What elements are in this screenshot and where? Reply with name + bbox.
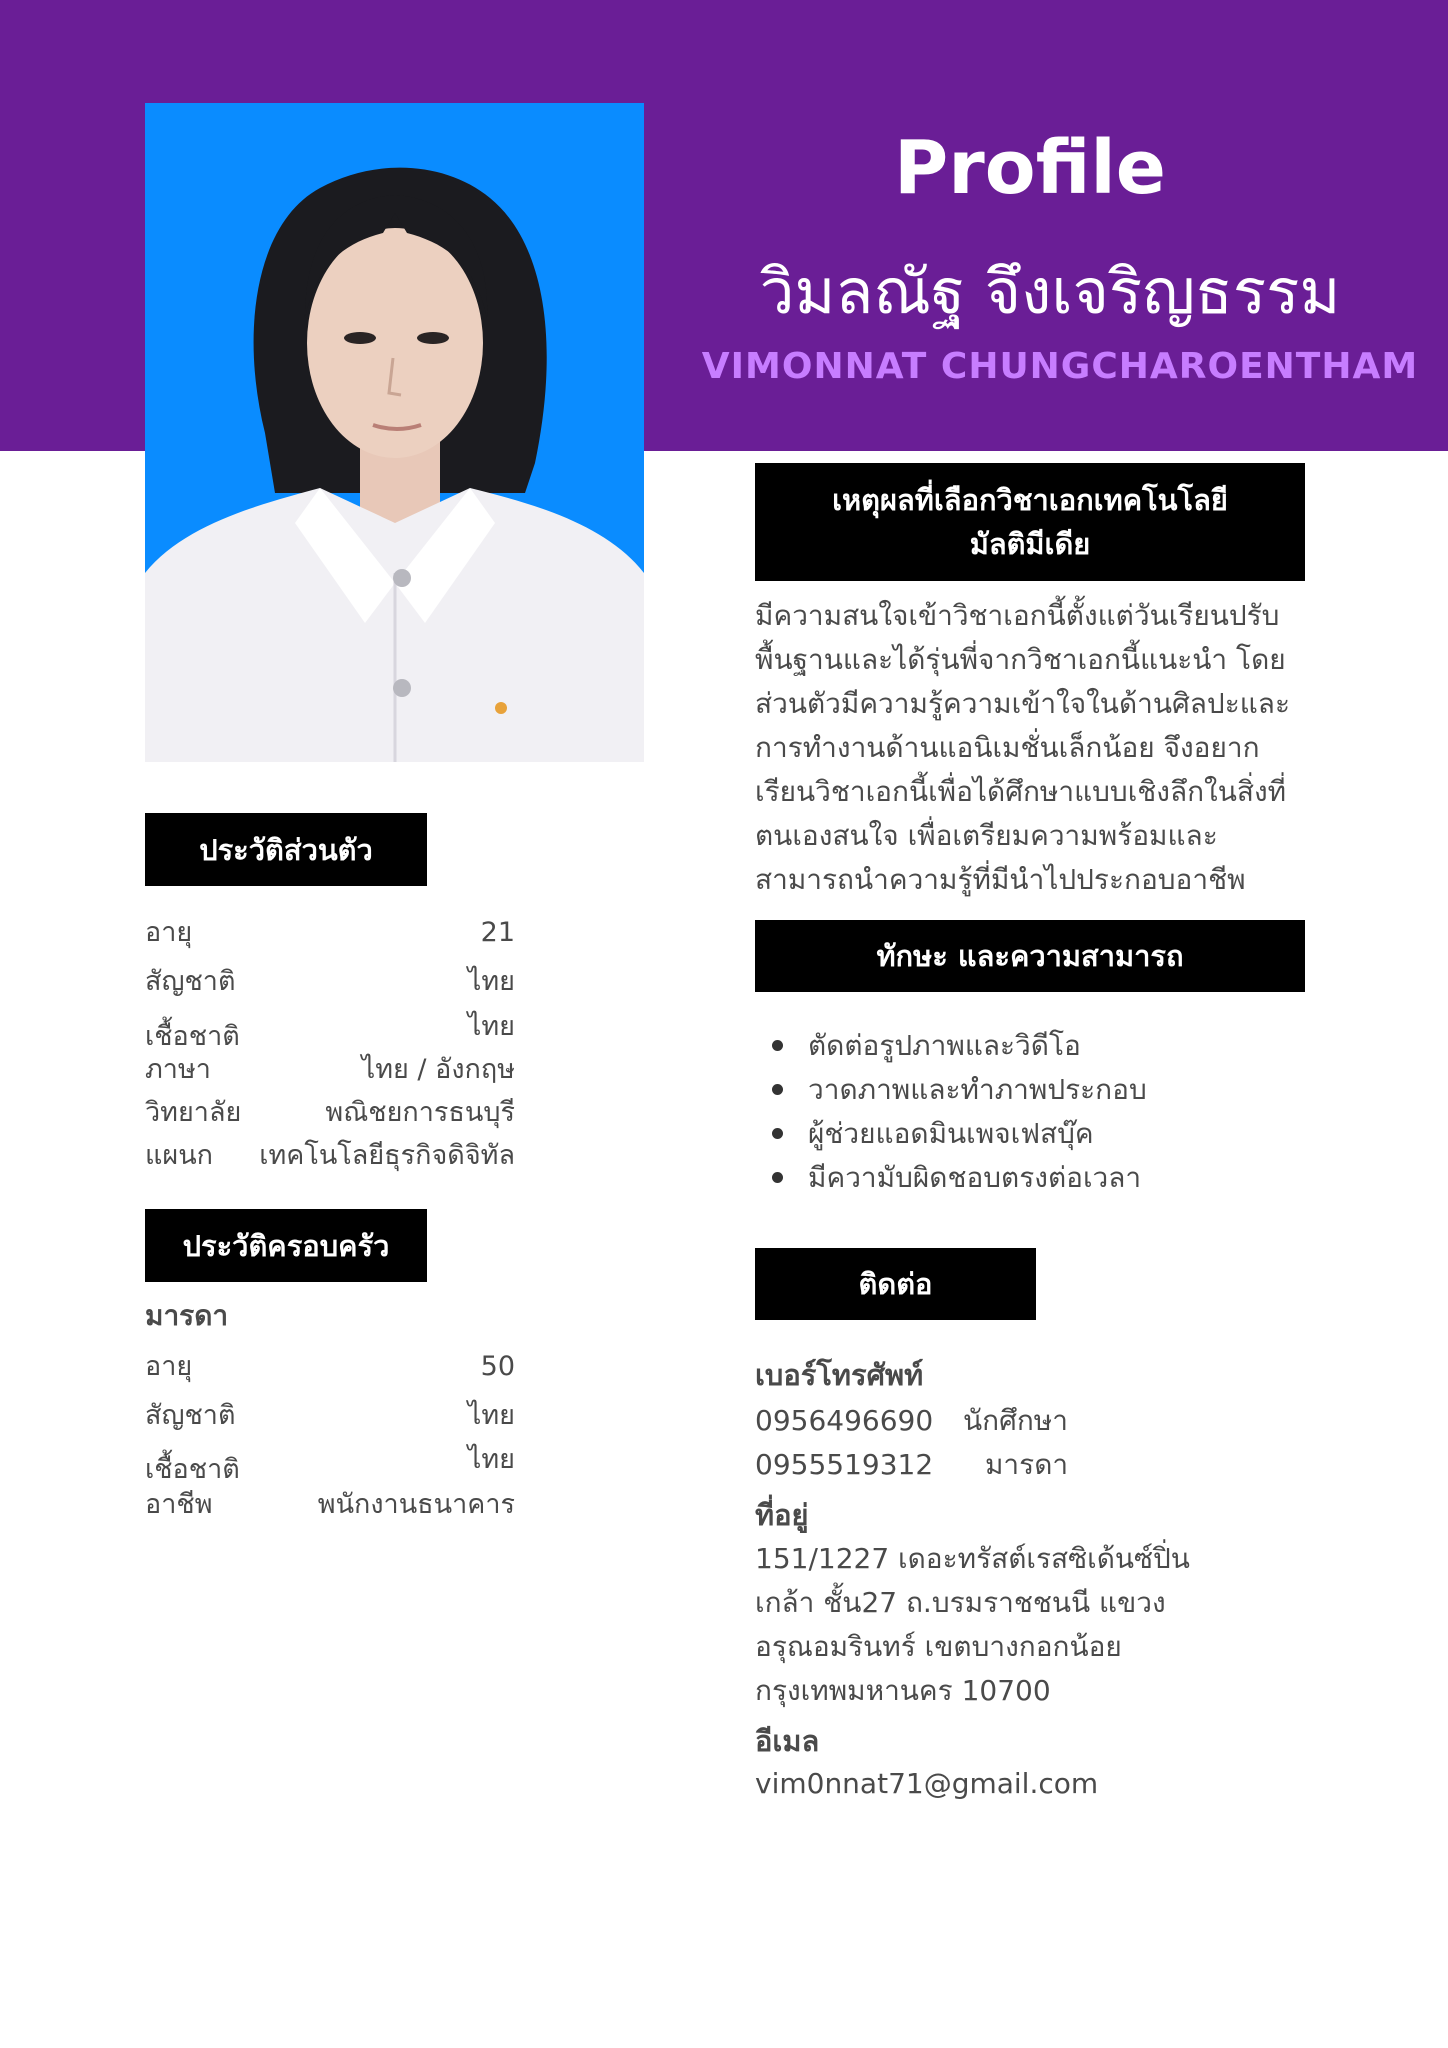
phone-number[interactable]: 0955519312 — [755, 1448, 934, 1481]
family-row-label: เชื้อชาติ — [145, 1454, 240, 1485]
phone-label: เบอร์โทรศัพท์ — [755, 1358, 924, 1392]
skill-item — [770, 1024, 1330, 1068]
family-row-label: อาชีพ — [145, 1489, 213, 1520]
phone-number[interactable]: 0956496690 — [755, 1404, 934, 1437]
skill-item-text: ผู้ช่วยแอดมินเพจเฟสบุ๊ค — [808, 1117, 1094, 1150]
personal-row-value: เทคโนโลยีธุรกิจดิจิทัล — [259, 1140, 515, 1171]
personal-row-value: 21 — [480, 917, 515, 948]
reason-heading-line1: เหตุผลที่เลือกวิชาเอกเทคโนโลยี — [832, 483, 1228, 517]
phone-owner: มารดา — [984, 1448, 1069, 1481]
personal-row-nationality — [145, 962, 515, 1002]
reason-heading-line2: มัลติมีเดีย — [969, 527, 1091, 561]
personal-history-heading-text: ประวัติส่วนตัว — [199, 832, 373, 867]
personal-history-heading — [145, 813, 427, 886]
skill-item-text: ตัดต่อรูปภาพและวิดีโอ — [808, 1029, 1081, 1062]
bullet-icon — [772, 1084, 783, 1095]
bullet-icon — [772, 1040, 783, 1051]
family-row-ethnicity — [145, 1440, 515, 1485]
personal-row-age — [145, 913, 515, 953]
contact-heading-text: ติดต่อ — [858, 1267, 933, 1301]
family-row-occupation — [145, 1485, 515, 1525]
skill-item-text: วาดภาพและทำภาพประกอบ — [808, 1073, 1147, 1106]
family-row-value: 50 — [480, 1351, 515, 1382]
family-row-label: สัญชาติ — [145, 1400, 236, 1431]
address-text: 151/1227 เดอะทรัสต์เรสซิเด้นซ์ปิ่น เกล้า ชั้น27 ถ.บรมราชชนนี แขวง อรุณอมรินทร์ เขตบางกอกน้อย กรุงเทพมหานคร 10700 — [755, 1542, 1190, 1707]
personal-row-ethnicity — [145, 1007, 515, 1052]
family-history-heading — [145, 1209, 427, 1282]
skills-heading — [755, 920, 1305, 992]
skill-item — [770, 1068, 1330, 1112]
name-thai: วิมลณัฐ จึงเจริญธรรม — [759, 255, 1341, 328]
family-row-value: ไทย — [467, 1400, 515, 1431]
family-history-heading-text: ประวัติครอบครัว — [182, 1228, 390, 1263]
personal-row-label: แผนก — [145, 1140, 214, 1171]
name-english: VIMONNAT CHUNGCHAROENTHAM — [701, 346, 1419, 387]
bullet-icon — [772, 1128, 783, 1139]
bullet-icon — [772, 1172, 783, 1183]
email-address[interactable]: vim0nnat71@gmail.com — [755, 1767, 1099, 1800]
personal-row-label: สัญชาติ — [145, 966, 236, 997]
personal-row-value: ไทย — [467, 966, 515, 997]
personal-row-college — [145, 1093, 515, 1133]
personal-row-label: เชื้อชาติ — [145, 1021, 240, 1052]
phone-owner: นักศึกษา — [962, 1404, 1068, 1437]
page-title: Profile — [894, 125, 1166, 211]
skill-item-text: มีความับผิดชอบตรงต่อเวลา — [808, 1161, 1142, 1194]
phone-line — [755, 1443, 1068, 1487]
family-row-nationality — [145, 1396, 515, 1436]
skill-item — [770, 1112, 1330, 1156]
reason-text: มีความสนใจเข้าวิชาเอกนี้ตั้งแต่วันเรียนปรับ พื้นฐานและได้รุ่นพี่จากวิชาเอกนี้แนะนำ โดย ส่วนตัวมีความรู้ความเข้าใจในด้านศิลปะและ การทำงานด้านแอนิเมชั่นเล็กน้อย จึงอยาก เรียนวิชาเอกนี้เพื่อได้ศึกษาแบบเชิงลึกในสิ่งที่ ตนเองสนใจ เพื่อเตรียมความพร้อมและ สามารถนำความรู้ที่มีนำไปประกอบอาชีพ — [755, 599, 1290, 896]
personal-row-label: อายุ — [145, 917, 193, 948]
family-member-label: มารดา — [145, 1299, 229, 1332]
skills-heading-text: ทักษะ และความสามารถ — [876, 939, 1184, 973]
contact-heading — [755, 1248, 1036, 1320]
address-label: ที่อยู่ — [755, 1498, 809, 1532]
profile-photo — [145, 103, 644, 762]
family-row-value: ไทย — [467, 1444, 515, 1475]
reason-heading — [755, 463, 1305, 581]
family-row-value: พนักงานธนาคาร — [317, 1489, 515, 1520]
phone-line — [755, 1399, 1068, 1443]
family-row-age — [145, 1347, 515, 1387]
personal-row-value: พณิชยการธนบุรี — [325, 1097, 515, 1128]
personal-row-language — [145, 1050, 515, 1090]
personal-row-label: วิทยาลัย — [145, 1097, 242, 1128]
personal-row-label: ภาษา — [145, 1054, 211, 1085]
email-label: อีเมล — [755, 1724, 820, 1758]
skills-list — [770, 1024, 1330, 1200]
skill-item — [770, 1156, 1330, 1200]
personal-row-value: ไทย / อังกฤษ — [361, 1054, 515, 1085]
family-row-label: อายุ — [145, 1351, 193, 1382]
personal-row-value: ไทย — [467, 1011, 515, 1042]
personal-row-department — [145, 1136, 515, 1176]
